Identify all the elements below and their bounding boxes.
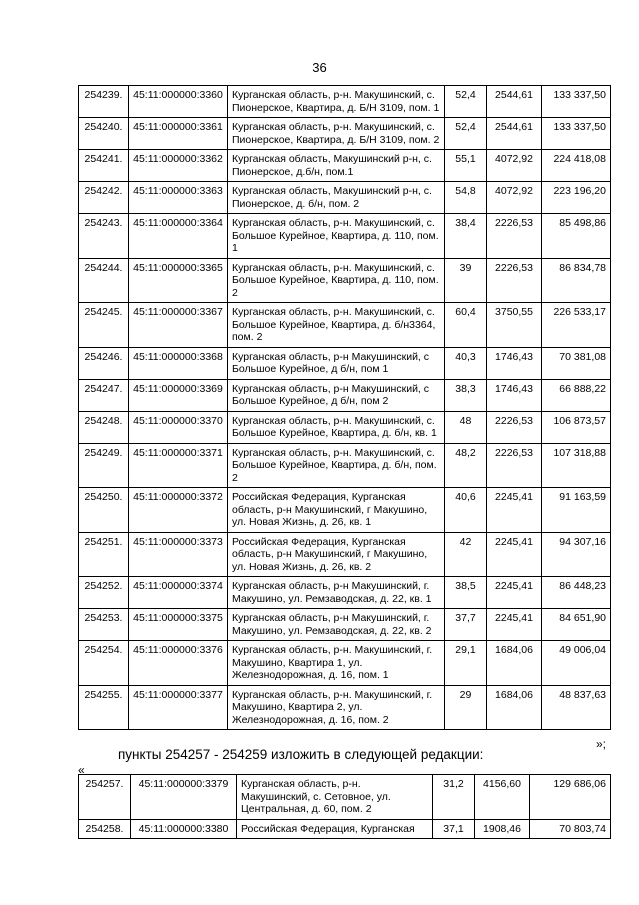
cadastral-number-cell: 45:11:000000:3364 (129, 214, 228, 259)
cadastral-number-cell: 45:11:000000:3379 (131, 775, 237, 820)
address-cell: Курганская область, р-н. Макушинский, с. Большое Курейное, Квартира, д. б/н, кв. 1 (228, 411, 445, 443)
amendment-instruction: пункты 254257 - 254259 изложить в следующей редакции: (118, 747, 484, 762)
address-cell: Курганская область, р-н. Макушинский, с. Сетовное, ул. Центральная, д. 60, пом. 2 (237, 775, 433, 820)
unit-price-cell: 1746,43 (487, 379, 542, 411)
address-cell: Курганская область, р-н Макушинский, г. Макушино, ул. Ремзаводская, д. 22, кв. 2 (228, 609, 445, 641)
amended-property-table (78, 774, 611, 839)
cadastral-value-cell: 48 837,63 (542, 685, 611, 730)
cadastral-number-cell: 45:11:000000:3375 (129, 609, 228, 641)
table-row (79, 532, 611, 577)
cadastral-value-cell: 129 686,06 (530, 775, 611, 820)
row-number-cell: 254246. (79, 347, 129, 379)
row-number-cell: 254240. (79, 118, 129, 150)
address-cell: Российская Федерация, Курганская (237, 819, 433, 839)
cadastral-number-cell: 45:11:000000:3362 (129, 150, 228, 182)
address-cell: Курганская область, р-н. Макушинский, г. Макушино, Квартира 2, ул. Железнодорожная, д. 16, пом. 2 (228, 685, 445, 730)
area-cell: 38,3 (445, 379, 487, 411)
row-number-cell: 254258. (79, 819, 131, 839)
table-row (79, 258, 611, 303)
table-row (79, 685, 611, 730)
property-table-body (79, 86, 611, 730)
address-cell: Курганская область, р-н. Макушинский, с. Пионерское, Квартира, д. Б/Н 3109, пом. 1 (228, 86, 445, 118)
unit-price-cell: 1684,06 (487, 641, 542, 686)
area-cell: 60,4 (445, 303, 487, 348)
area-cell: 48,2 (445, 443, 487, 488)
area-cell: 38,4 (445, 214, 487, 259)
row-number-cell: 254253. (79, 609, 129, 641)
row-number-cell: 254243. (79, 214, 129, 259)
unit-price-cell: 2226,53 (487, 258, 542, 303)
row-number-cell: 254252. (79, 577, 129, 609)
address-cell: Российская Федерация, Курганская область, р-н Макушинский, г Макушино, ул. Новая Жизнь, д. 26, кв. 2 (228, 532, 445, 577)
cadastral-number-cell: 45:11:000000:3360 (129, 86, 228, 118)
address-cell: Курганская область, Макушинский р-н, с. Пионерское, д.б/н, пом.1 (228, 150, 445, 182)
row-number-cell: 254242. (79, 182, 129, 214)
cadastral-value-cell: 106 873,57 (542, 411, 611, 443)
address-cell: Курганская область, р-н. Макушинский, с. Большое Курейное, Квартира, д. 110, пом. 1 (228, 214, 445, 259)
area-cell: 29 (445, 685, 487, 730)
cadastral-number-cell: 45:11:000000:3361 (129, 118, 228, 150)
unit-price-cell: 4072,92 (487, 182, 542, 214)
area-cell: 40,6 (445, 488, 487, 533)
address-cell: Курганская область, р-н. Макушинский, с. Большое Курейное, Квартира, д. б/н3364, пом. 2 (228, 303, 445, 348)
address-cell: Курганская область, р-н. Макушинский, с. Пионерское, Квартира, д. Б/Н 3109, пом. 2 (228, 118, 445, 150)
opening-quote-mark: « (78, 763, 85, 777)
row-number-cell: 254244. (79, 258, 129, 303)
unit-price-cell: 2245,41 (487, 609, 542, 641)
cadastral-number-cell: 45:11:000000:3373 (129, 532, 228, 577)
cadastral-value-cell: 86 834,78 (542, 258, 611, 303)
table-row (79, 150, 611, 182)
table-row (79, 303, 611, 348)
table-row (79, 379, 611, 411)
cadastral-number-cell: 45:11:000000:3374 (129, 577, 228, 609)
area-cell: 52,4 (445, 86, 487, 118)
row-number-cell: 254250. (79, 488, 129, 533)
row-number-cell: 254245. (79, 303, 129, 348)
row-number-cell: 254254. (79, 641, 129, 686)
row-number-cell: 254239. (79, 86, 129, 118)
row-number-cell: 254257. (79, 775, 131, 820)
area-cell: 42 (445, 532, 487, 577)
cadastral-value-cell: 70 381,08 (542, 347, 611, 379)
area-cell: 52,4 (445, 118, 487, 150)
table-row (79, 641, 611, 686)
address-cell: Курганская область, р-н Макушинский, с Большое Курейное, д б/н, пом 1 (228, 347, 445, 379)
unit-price-cell: 2544,61 (487, 118, 542, 150)
address-cell: Курганская область, р-н. Макушинский, с. Большое Курейное, Квартира, д. 110, пом. 2 (228, 258, 445, 303)
cadastral-number-cell: 45:11:000000:3369 (129, 379, 228, 411)
closing-quote-mark: »; (596, 737, 607, 751)
table-row (79, 214, 611, 259)
unit-price-cell: 3750,55 (487, 303, 542, 348)
table-row (79, 819, 611, 839)
address-cell: Российская Федерация, Курганская область, р-н Макушинский, г Макушино, ул. Новая Жизнь, д. 26, кв. 1 (228, 488, 445, 533)
row-number-cell: 254251. (79, 532, 129, 577)
unit-price-cell: 4072,92 (487, 150, 542, 182)
table-row (79, 182, 611, 214)
address-cell: Курганская область, р-н Макушинский, с Большое Курейное, д б/н, пом 2 (228, 379, 445, 411)
cadastral-number-cell: 45:11:000000:3367 (129, 303, 228, 348)
cadastral-value-cell: 224 418,08 (542, 150, 611, 182)
cadastral-number-cell: 45:11:000000:3370 (129, 411, 228, 443)
cadastral-value-cell: 91 163,59 (542, 488, 611, 533)
table-row (79, 577, 611, 609)
area-cell: 54,8 (445, 182, 487, 214)
row-number-cell: 254255. (79, 685, 129, 730)
cadastral-number-cell: 45:11:000000:3371 (129, 443, 228, 488)
address-cell: Курганская область, р-н Макушинский, г. Макушино, ул. Ремзаводская, д. 22, кв. 1 (228, 577, 445, 609)
unit-price-cell: 2226,53 (487, 411, 542, 443)
area-cell: 48 (445, 411, 487, 443)
area-cell: 38,5 (445, 577, 487, 609)
cadastral-number-cell: 45:11:000000:3365 (129, 258, 228, 303)
unit-price-cell: 2544,61 (487, 86, 542, 118)
area-cell: 37,1 (433, 819, 475, 839)
area-cell: 31,2 (433, 775, 475, 820)
table-row (79, 443, 611, 488)
property-table (78, 85, 611, 730)
unit-price-cell: 1908,46 (475, 819, 530, 839)
unit-price-cell: 2245,41 (487, 488, 542, 533)
cadastral-number-cell: 45:11:000000:3376 (129, 641, 228, 686)
cadastral-value-cell: 70 803,74 (530, 819, 611, 839)
cadastral-value-cell: 226 533,17 (542, 303, 611, 348)
cadastral-number-cell: 45:11:000000:3368 (129, 347, 228, 379)
unit-price-cell: 2226,53 (487, 443, 542, 488)
table-row (79, 488, 611, 533)
amended-property-table-body (79, 775, 611, 839)
unit-price-cell: 1746,43 (487, 347, 542, 379)
cadastral-value-cell: 84 651,90 (542, 609, 611, 641)
cadastral-value-cell: 66 888,22 (542, 379, 611, 411)
row-number-cell: 254249. (79, 443, 129, 488)
address-cell: Курганская область, Макушинский р-н, с. Пионерское, д. б/н, пом. 2 (228, 182, 445, 214)
cadastral-value-cell: 94 307,16 (542, 532, 611, 577)
cadastral-value-cell: 107 318,88 (542, 443, 611, 488)
row-number-cell: 254247. (79, 379, 129, 411)
unit-price-cell: 2245,41 (487, 532, 542, 577)
cadastral-number-cell: 45:11:000000:3372 (129, 488, 228, 533)
table-row (79, 347, 611, 379)
unit-price-cell: 4156,60 (475, 775, 530, 820)
cadastral-value-cell: 223 196,20 (542, 182, 611, 214)
table-row (79, 86, 611, 118)
cadastral-value-cell: 49 006,04 (542, 641, 611, 686)
area-cell: 40,3 (445, 347, 487, 379)
cadastral-number-cell: 45:11:000000:3377 (129, 685, 228, 730)
cadastral-value-cell: 133 337,50 (542, 86, 611, 118)
area-cell: 29,1 (445, 641, 487, 686)
table-row (79, 411, 611, 443)
row-number-cell: 254241. (79, 150, 129, 182)
cadastral-value-cell: 85 498,86 (542, 214, 611, 259)
cadastral-number-cell: 45:11:000000:3363 (129, 182, 228, 214)
area-cell: 37,7 (445, 609, 487, 641)
area-cell: 55,1 (445, 150, 487, 182)
cadastral-number-cell: 45:11:000000:3380 (131, 819, 237, 839)
address-cell: Курганская область, р-н. Макушинский, с. Большое Курейное, Квартира, д. б/н, пом. 2 (228, 443, 445, 488)
table-row (79, 775, 611, 820)
address-cell: Курганская область, р-н. Макушинский, г. Макушино, Квартира 1, ул. Железнодорожная, д. 16, пом. 1 (228, 641, 445, 686)
table-row (79, 118, 611, 150)
cadastral-value-cell: 86 448,23 (542, 577, 611, 609)
unit-price-cell: 2245,41 (487, 577, 542, 609)
page-number: 36 (312, 60, 327, 75)
table-row (79, 609, 611, 641)
row-number-cell: 254248. (79, 411, 129, 443)
unit-price-cell: 2226,53 (487, 214, 542, 259)
unit-price-cell: 1684,06 (487, 685, 542, 730)
area-cell: 39 (445, 258, 487, 303)
cadastral-value-cell: 133 337,50 (542, 118, 611, 150)
